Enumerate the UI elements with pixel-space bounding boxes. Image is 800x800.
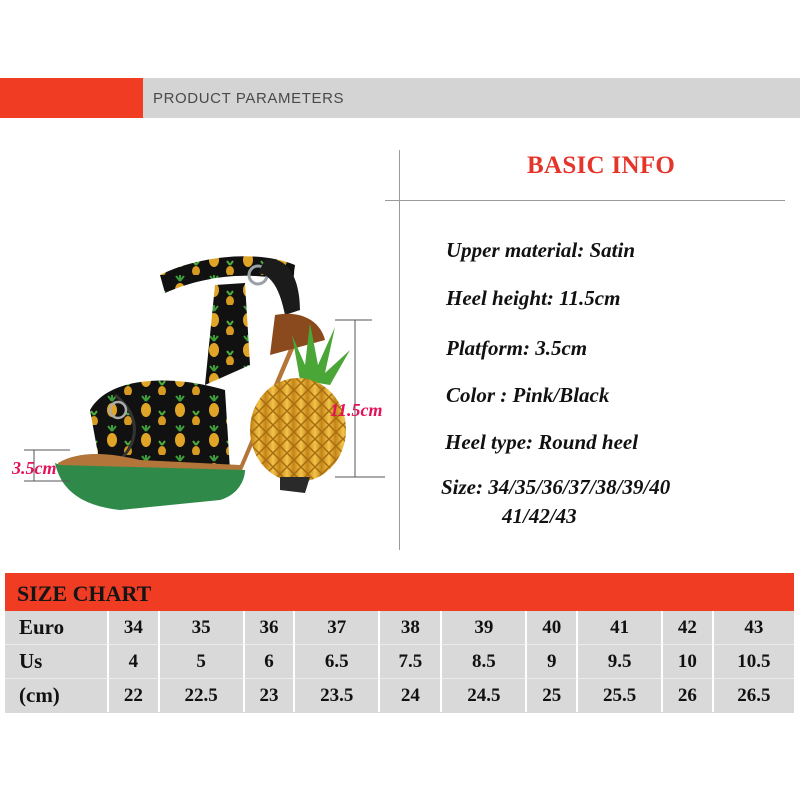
size-chart-header (5, 573, 794, 611)
size-cell: 23 (245, 679, 296, 712)
section-banner (0, 78, 800, 118)
size-chart (5, 573, 794, 713)
size-cell: 26.5 (737, 684, 771, 706)
size-row (5, 679, 794, 712)
info-upper-material: Upper material: Satin (446, 238, 636, 262)
size-cell: 39 (442, 611, 527, 645)
size-cell: 7.5 (380, 645, 442, 679)
divider-vertical (399, 150, 400, 550)
size-cell: 4 (109, 645, 160, 679)
banner-title: PRODUCT PARAMETERS (153, 90, 345, 107)
size-cell: 34 (109, 611, 160, 645)
size-cell: 25 (527, 679, 578, 712)
size-cell: 24.5 (442, 679, 527, 712)
size-row-label: (cm) (5, 679, 109, 712)
size-row-label: Us (5, 645, 109, 679)
size-cell: 25.5 (578, 679, 663, 712)
size-cell: 22 (109, 679, 160, 712)
size-cell: 37 (295, 611, 380, 645)
size-cell: 36 (245, 611, 296, 645)
size-cell: 22.5 (160, 679, 245, 712)
sandal-illustration (0, 215, 420, 525)
size-cell: 41 (578, 611, 663, 645)
size-cell: 40 (527, 611, 578, 645)
basic-info-title: BASIC INFO (527, 152, 676, 179)
divider-horizontal (385, 200, 785, 201)
size-chart-table (5, 611, 794, 713)
info-size: Size: 34/35/36/37/38/39/40 (441, 475, 671, 499)
info-size-continued: 41/42/43 (502, 504, 577, 528)
size-cell: 5 (160, 645, 245, 679)
info-platform: Platform: 3.5cm (446, 336, 588, 360)
size-chart-title: SIZE CHART (17, 581, 152, 606)
heel-height-label: 11.5cm (330, 400, 383, 420)
size-cell: 9.5 (578, 645, 663, 679)
size-cell: 10.5 (714, 645, 794, 679)
size-cell: 24 (380, 679, 442, 712)
size-row (5, 645, 794, 679)
size-cell: 8.5 (442, 645, 527, 679)
size-row (5, 611, 794, 645)
size-cell: 9 (527, 645, 578, 679)
info-heel-type: Heel type: Round heel (445, 430, 639, 454)
info-heel-height: Heel height: 11.5cm (446, 286, 621, 310)
banner-accent (0, 78, 143, 118)
size-row-label: Euro (5, 611, 109, 645)
size-cell: 43 (714, 611, 794, 645)
platform-height-label: 3.5cm (12, 458, 57, 478)
size-cell: 35 (160, 611, 245, 645)
size-cell: 6 (245, 645, 296, 679)
size-cell: 6.5 (295, 645, 380, 679)
size-cell: 26 (663, 679, 714, 712)
size-cell: 38 (380, 611, 442, 645)
size-cell: 23.5 (295, 679, 380, 712)
info-color: Color : Pink/Black (446, 383, 610, 407)
size-cell: 10 (663, 645, 714, 679)
size-cell: 42 (663, 611, 714, 645)
product-image (0, 215, 420, 525)
